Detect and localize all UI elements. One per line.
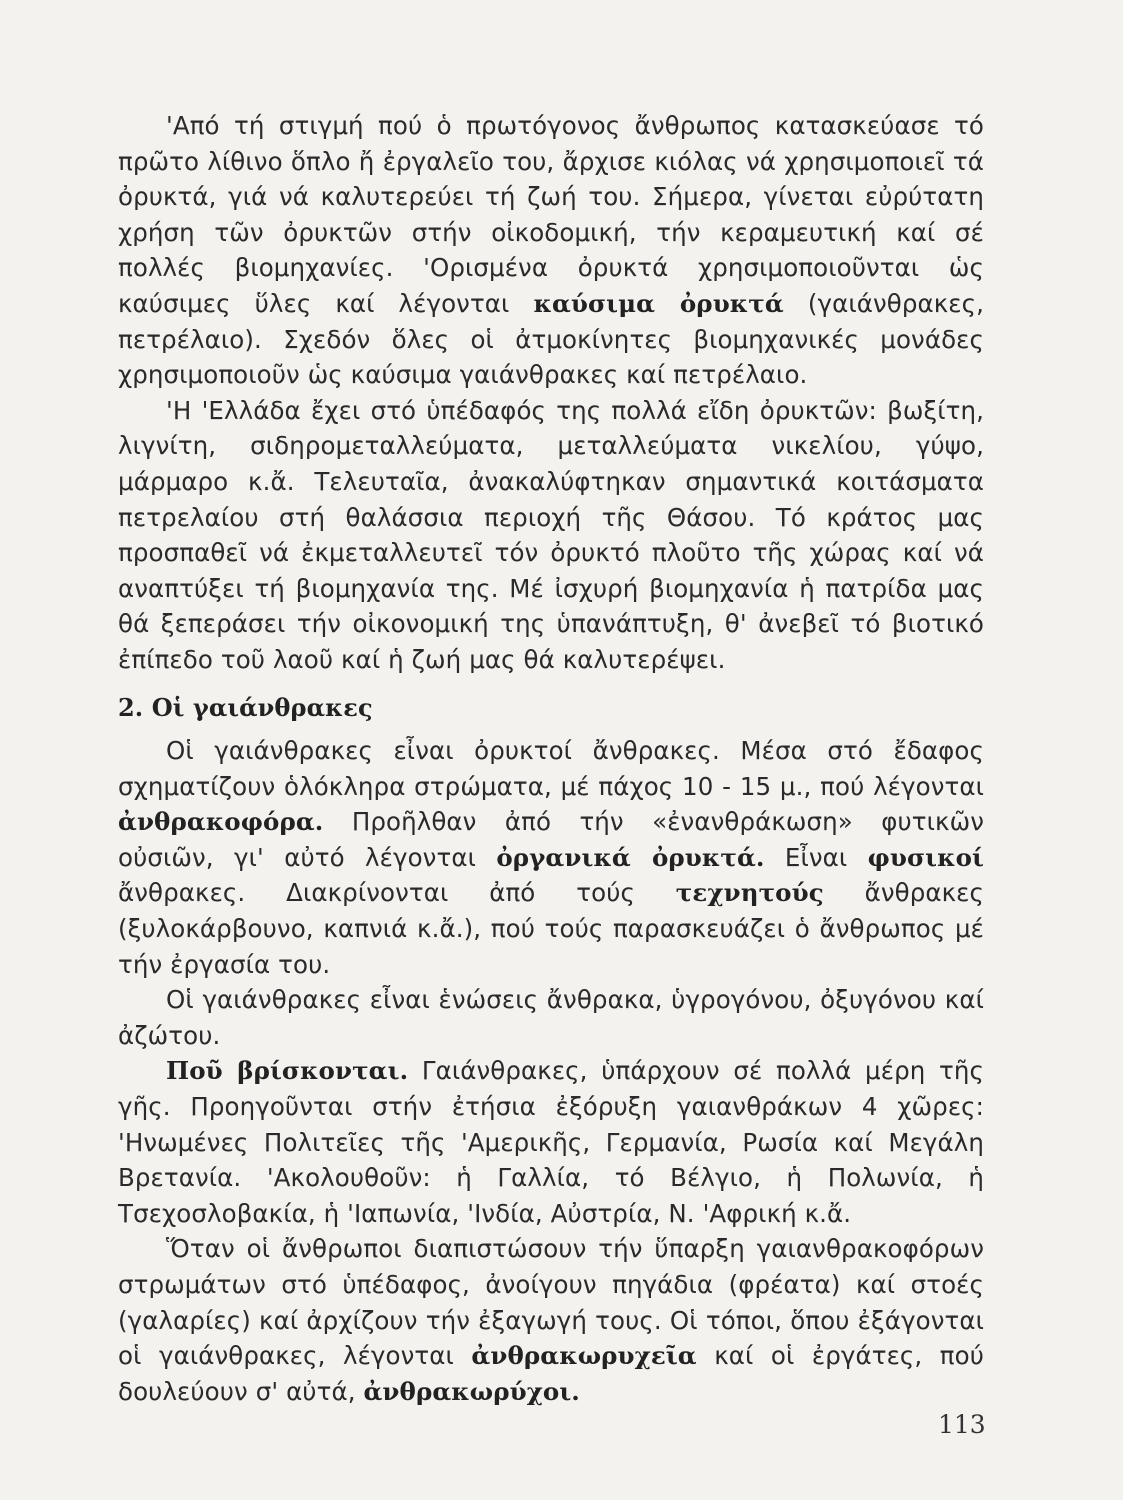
text-column — [118, 108, 984, 1409]
sp4-a: Ὅταν οἱ ἄνθρωποι διαπιστώσουν τήν ὕπαρξη γαιανθρακοφόρων στρωμάτων στό ὑπέδαφος, ἀνοίγουν πηγάδια (φρέατα) καί στοές (γαλαρίες) καί ἀρχίζουν τήν ἐξαγωγή τους. Οἱ τόποι, ὅπου ἐξάγονται οἱ γαιάνθρακες, λέγονται — [118, 1234, 984, 1371]
section-paragraph-1 — [118, 733, 984, 982]
intro-paragraph-1 — [118, 108, 984, 393]
sp1-e: ἄνθρακες. Διακρίνονται ἀπό τούς — [118, 878, 676, 908]
sp1-bold-1: ἀνθρακοφόρα. — [118, 807, 324, 837]
sp1-a: Οἱ γαιάνθρακες εἶναι ὀρυκτοί ἄνθρακες. Μέσα στό ἔδαφος σχηματίζουν ὁλόκληρα στρώματα, μέ πάχος 10 - 15 μ., πού λέγονται — [118, 736, 984, 801]
page-number: 113 — [938, 1410, 986, 1439]
section-paragraph-2: Οἱ γαιάνθρακες εἶναι ἑνώσεις ἄνθρακα, ὑγρογόνου, ὀξυγόνου καί ἀζώτου. — [118, 985, 984, 1050]
sp1-f: ἄνθρακες (ξυλοκάρβουνο, καπνιά κ.ἄ.), πού τούς παρασκευάζει ὁ ἄνθρωπος μέ τήν ἐργασία του. — [118, 878, 984, 979]
section-paragraph-4 — [118, 1231, 984, 1409]
sp1-d: Εἶναι — [764, 842, 868, 872]
sp1-bold-2: ὀργανικά ὀρυκτά. — [496, 842, 765, 872]
intro-p1-tail: (γαιάνθρακες, πετρέλαιο). Σχεδόν ὅλες οἱ ἀτμοκίνητες βιομηχανικές μονάδες χρησιμοποιοῦν ὡς καύσιμα γαιάνθρακες καί πετρέλαιο. — [118, 288, 985, 390]
sp4-bold-2: ἀνθρακωρύχοι. — [363, 1376, 580, 1406]
sp4-bold-1: ἀνθρακωρυχεῖα — [471, 1341, 697, 1371]
intro-p1-bold-term: καύσιμα ὀρυκτά — [533, 288, 784, 318]
section-paragraph-3 — [118, 1053, 984, 1231]
intro-paragraph-2: 'Η 'Ελλάδα ἔχει στό ὑπέδαφός της πολλά εἴδη ὀρυκτῶν: βωξίτη, λιγνίτη, σιδηρομεταλλεύματα, μεταλλεύματα νικελίου, γύψο, μάρμαρο κ.ἄ. Τελευταῖα, ἀνακαλύφτηκαν σημαντικά κοιτάσματα πετρελαίου στή θαλάσσια περιοχή τῆς Θάσου. Τό κράτος μας προσπαθεῖ νά ἐκμεταλλευτεῖ τόν ὀρυκτό πλοῦτο τῆς χώρας καί νά αναπτύξει τή βιομηχανία της. Μέ ἰσχυρή βιομηχανία ἡ πατρίδα μας θά ξεπεράσει τήν οἰκονομική της ὑπανάπτυξη, θ' ἀνεβεῖ τό βιοτικό ἐπίπεδο τοῦ λαοῦ καί ἡ ζωή μας θά καλυτερέψει. — [118, 395, 984, 674]
intro-p1-text: 'Από τή στιγμή πού ὁ πρωτόγονος ἄνθρωπος κατασκεύασε τό πρῶτο λίθινο ὅπλο ἤ ἐργαλεῖο του, ἄρχισε κιόλας νά χρησιμοποιεῖ τά ὀρυκτά, γιά νά καλυτερεύει τή ζωή του. Σήμερα, γίνεται εὐρύτατη χρήση τῶν ὀρυκτῶν στήν οἰκοδομική, τήν κεραμευτική καί σέ πολλές βιομηχανίες. 'Ορισμένα ὀρυκτά χρησιμοποιοῦνται ὡς καύσιμες ὕλες καί λέγονται — [118, 111, 984, 318]
section-heading: 2. Οἱ γαιάνθρακες — [118, 692, 373, 722]
sp4-c: καί οἱ ἐργάτες, πού δουλεύουν σ' αὐτά, — [118, 1341, 984, 1406]
sp3-text: Γαιάνθρακες, ὑπάρχουν σέ πολλά μέρη τῆς γῆς. Προηγοῦνται στήν ἐτήσια ἐξόρυξη γαιανθράκων 4 χῶρες: 'Ηνωμένες Πολιτεῖες τῆς 'Αμερικῆς, Γερμανία, Ρωσία καί Μεγάλη Βρετανία. 'Ακολουθοῦν: ἡ Γαλλία, τό Βέλγιο, ἡ Πολωνία, ἡ Τσεχοσλοβακία, ἡ 'Ιαπωνία, 'Ινδία, Αὐστρία, Ν. 'Αφρική κ.ἄ. — [118, 1056, 984, 1228]
sp1-bold-4: τεχνητούς — [675, 878, 824, 908]
sp3-bold-lead: Ποῦ βρίσκονται. — [166, 1056, 409, 1086]
sp1-c: Προῆλθαν ἀπό τήν «ἐνανθράκωση» φυτικῶν οὐσιῶν, γι' αὐτό λέγονται — [118, 807, 984, 872]
sp1-bold-3: φυσικοί — [867, 842, 985, 872]
